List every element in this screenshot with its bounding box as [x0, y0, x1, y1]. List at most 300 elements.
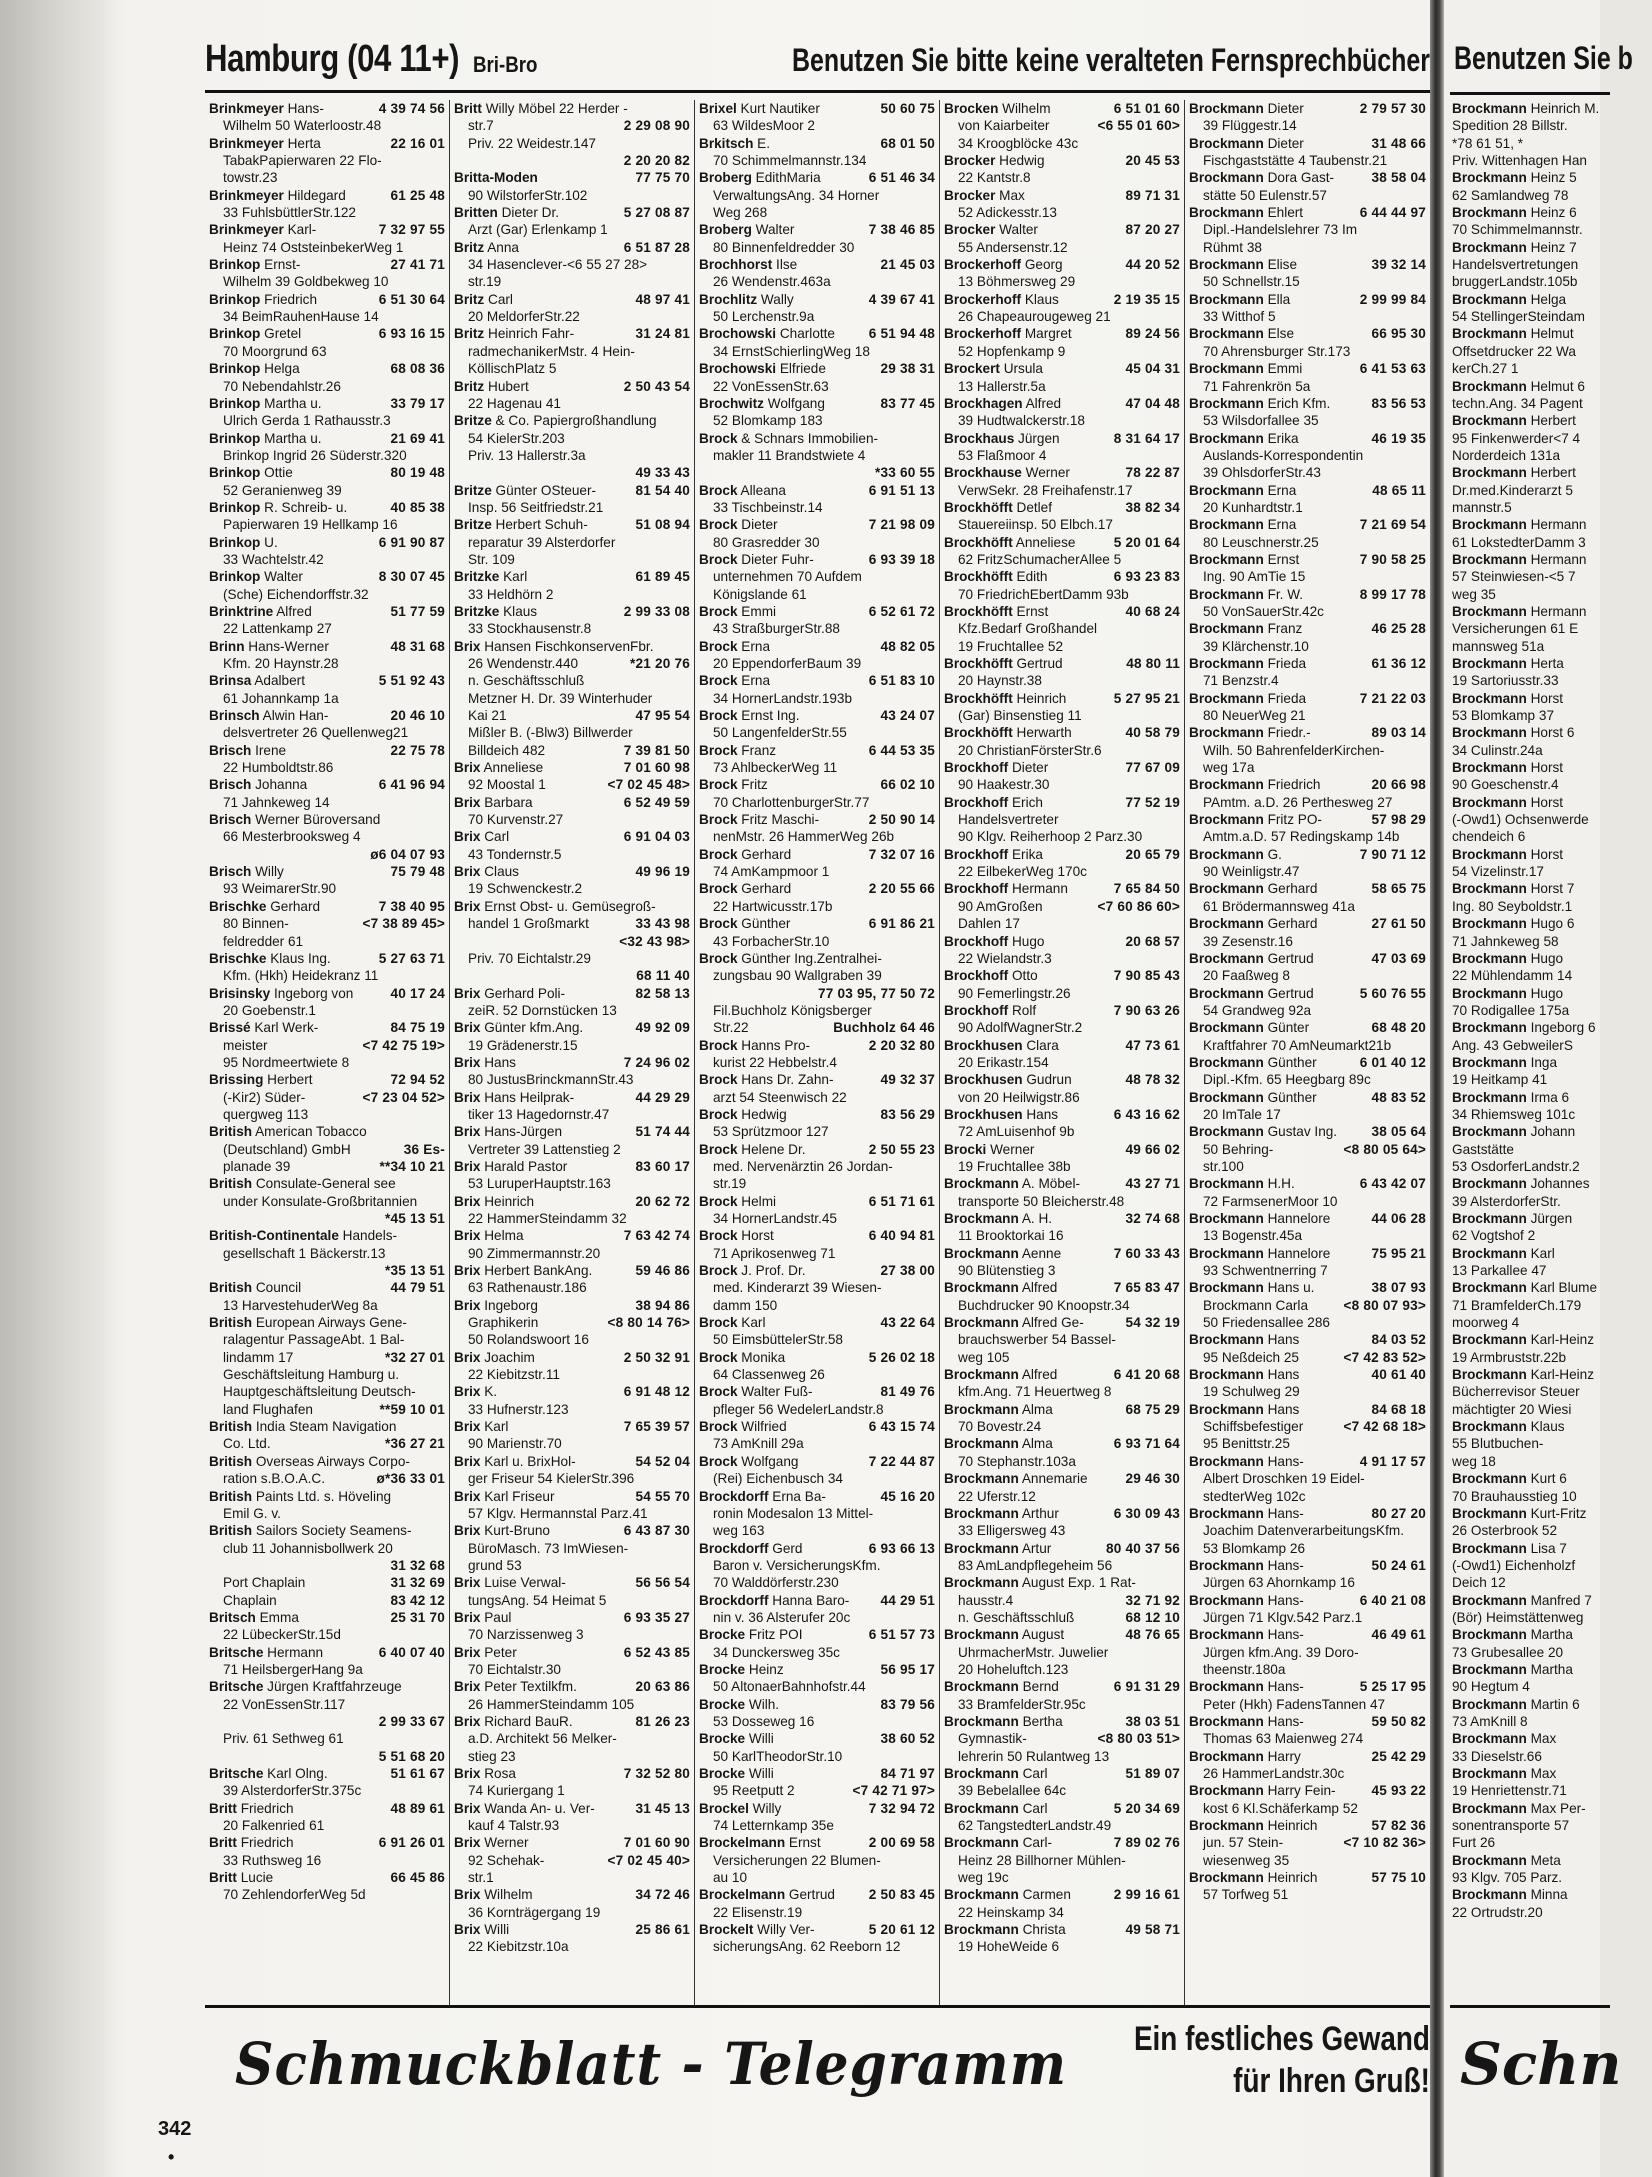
listing-name-line	[209, 776, 445, 793]
listing-detail-line	[454, 1141, 690, 1158]
facing-page-line: 57 Steinwiesen-<5 7	[1452, 569, 1576, 585]
listing-entry	[209, 1279, 445, 1314]
listing-entry	[1189, 586, 1426, 621]
phone-number	[1422, 378, 1426, 395]
listing-detail-line	[1189, 1002, 1426, 1019]
facing-page-line: Brockmann Max	[1452, 1731, 1557, 1747]
phone-number	[931, 1245, 935, 1262]
listing-entry	[454, 568, 690, 603]
listing-entry	[454, 1262, 690, 1297]
listing-name-line	[699, 603, 935, 620]
listing-detail-line	[944, 1730, 1180, 1747]
listing-detail-line	[209, 1852, 445, 1869]
listing-name-line	[209, 1834, 445, 1851]
phone-number	[931, 967, 935, 984]
phone-number: 50 60 75	[880, 101, 935, 116]
listing-text: ger Friseur 54 KielerStr.396	[468, 1471, 635, 1487]
phone-number: 7 63 42 74	[623, 1228, 690, 1244]
listing-detail-line	[1189, 1765, 1426, 1782]
phone-number: 68 11 40	[636, 968, 690, 984]
facing-page-line: Furt 26	[1452, 1835, 1496, 1851]
listing-text: Brix Hans-Jürgen	[454, 1124, 563, 1140]
listing-detail-line	[699, 1852, 935, 1869]
listing-name-line	[1189, 1817, 1426, 1834]
phone-number: 59 50 82	[1371, 1713, 1426, 1729]
listing-text: Fischgaststätte 4 Taubenstr.21	[1203, 153, 1388, 169]
listing-entry	[699, 1227, 935, 1262]
listing-entry	[699, 707, 935, 742]
listing-text: Priv. 70 Eichtalstr.29	[468, 950, 591, 966]
phone-number	[686, 343, 690, 360]
phone-number	[931, 117, 935, 134]
listing-detail-line	[944, 950, 1180, 967]
listing-text: Gymnastik-	[958, 1731, 1027, 1747]
listing-text: Brockert Ursula	[944, 361, 1043, 377]
phone-number	[441, 169, 445, 186]
listing-detail-line	[454, 915, 690, 932]
facing-page-line: Brockmann Horst 7	[1452, 881, 1575, 897]
phone-number	[686, 586, 690, 603]
phone-number: 2 99 33 67	[378, 1713, 445, 1729]
listing-text: 80 Grasredder 30	[713, 534, 820, 550]
phone-number	[686, 1470, 690, 1487]
listing-entry	[209, 1834, 445, 1869]
listing-text: radmechanikerMstr. 4 Hein-	[468, 343, 635, 359]
listing-name-line	[454, 482, 690, 499]
listing-name-line	[944, 690, 1180, 707]
listing-name-line	[944, 759, 1180, 776]
phone-number	[1176, 1418, 1180, 1435]
facing-page-line: Norderdeich 131a	[1452, 447, 1561, 463]
listing-entry	[454, 169, 690, 204]
listing-text: tungsAng. 54 Heimat 5	[468, 1592, 607, 1608]
listing-text: Brockmann Frieda	[1189, 656, 1307, 671]
phone-number	[686, 100, 690, 117]
phone-number: 5 51 68 20	[378, 1748, 445, 1764]
listing-text: 34 Kroogblöcke 43c	[958, 135, 1079, 151]
listing-text: Britt Friedrich	[209, 1800, 294, 1816]
listing-detail-line	[699, 1574, 935, 1591]
listing-detail-line	[209, 933, 445, 950]
facing-page-line: 19 Armbruststr.22b	[1452, 1349, 1567, 1365]
listing-text: Brock Karl	[699, 1315, 766, 1331]
phone-number	[686, 1366, 690, 1383]
listing-entry	[1189, 169, 1426, 204]
phone-number	[1422, 343, 1426, 360]
facing-page-line: Brockmann Hugo 6	[1452, 916, 1575, 932]
phone-number	[686, 1002, 690, 1019]
listing-entry	[699, 516, 935, 551]
phone-number: 38 58 04	[1371, 170, 1426, 186]
listing-name-line	[454, 169, 690, 186]
facing-page-line: 54 Vizelinstr.17	[1452, 864, 1544, 880]
phone-number	[441, 1383, 445, 1400]
listing-text: Brock J. Prof. Dr.	[699, 1263, 806, 1279]
phone-number	[1176, 204, 1180, 221]
listing-text: British India Steam Navigation	[209, 1419, 397, 1435]
listing-entry	[699, 430, 935, 482]
phone-number: 31 32 68	[390, 1557, 445, 1573]
listing-text: 70 Kurvenstr.27	[468, 812, 564, 828]
facing-page-line: 53 OsdorferLandstr.2	[1452, 1158, 1580, 1174]
listing-name-line	[699, 430, 935, 447]
listing-text: 50 KarlTheodorStr.10	[713, 1748, 843, 1764]
phone-number: 38 03 51	[1125, 1713, 1180, 1729]
listing-detail-line	[944, 1782, 1180, 1799]
phone-number	[441, 1331, 445, 1348]
listing-entry	[1189, 430, 1426, 482]
listing-entry	[1189, 1054, 1426, 1089]
listing-text: Brock Wilfried	[699, 1419, 787, 1435]
listing-text: Brockhöfft Herwarth	[944, 725, 1072, 741]
listing-text: 53 Blomkamp 26	[1203, 1540, 1306, 1556]
phone-number: 46 25 28	[1371, 621, 1426, 637]
listing-entry	[944, 1886, 1180, 1921]
facing-page-line: (-Owd1) Eichenholzf	[1452, 1557, 1576, 1573]
listing-text: British European Airways Gene-	[209, 1315, 407, 1331]
listing-name-line	[1189, 1869, 1426, 1886]
listing-entry	[944, 1279, 1180, 1314]
phone-number: 6 91 86 21	[868, 916, 935, 932]
listing-entry	[454, 898, 690, 985]
listing-entry	[454, 1921, 690, 1956]
listing-text: 70 FriedrichEbertDamm 93b	[958, 586, 1129, 602]
listing-column-5	[1185, 100, 1430, 2005]
phone-number: 38 60 52	[880, 1731, 935, 1747]
phone-number: 7 38 40 95	[378, 898, 445, 914]
phone-number	[1176, 1522, 1180, 1539]
listing-text: British Sailors Society Seamens-	[209, 1523, 412, 1539]
facing-page-line: Brockmann Inga	[1452, 1054, 1558, 1070]
phone-number: 51 89 07	[1125, 1766, 1180, 1781]
phone-number	[1422, 1002, 1426, 1019]
listing-detail-line	[454, 1314, 690, 1331]
listing-text: Brkitsch E.	[699, 135, 771, 151]
listing-text: Britsch Emma	[209, 1609, 299, 1625]
listing-name-line	[209, 568, 445, 585]
phone-number: <7 02 45 48>	[607, 777, 690, 793]
phone-number: 72 94 52	[390, 1072, 445, 1088]
listing-text: Brinkop Walter	[209, 569, 303, 585]
listing-text: club 11 Johannisbollwerk 20	[223, 1540, 393, 1556]
listing-entry	[944, 325, 1180, 360]
phone-number	[931, 343, 935, 360]
listing-name-line	[1189, 325, 1426, 342]
listing-entry	[699, 325, 935, 360]
listing-entry	[1189, 1713, 1426, 1748]
header-city-code: Hamburg (04 11+)	[205, 38, 460, 80]
listing-detail-line	[699, 273, 935, 290]
listing-name-line	[944, 1886, 1180, 1903]
listing-detail-line	[1189, 117, 1426, 134]
phone-number	[1176, 707, 1180, 724]
listing-text: au 10	[713, 1870, 748, 1886]
phone-number	[1176, 343, 1180, 360]
listing-name-line	[1189, 291, 1426, 308]
listing-detail-line	[454, 1557, 690, 1574]
page-header	[205, 30, 1430, 93]
listing-name-line	[699, 1262, 935, 1279]
listing-text: Rühmt 38	[1203, 239, 1262, 255]
listing-detail-line	[944, 638, 1180, 655]
facing-page-line: Brockmann Max Per-	[1452, 1800, 1586, 1816]
listing-entry	[699, 135, 935, 170]
listing-text: 33 Hufnerstr.123	[468, 1401, 569, 1417]
listing-entry	[209, 1123, 445, 1175]
listing-name-line	[1189, 1713, 1426, 1730]
listing-entry	[209, 898, 445, 950]
listing-text: 11 Brooktorkai 16	[958, 1228, 1064, 1244]
phone-number	[686, 412, 690, 429]
footer-ad-slogan	[1134, 2018, 1430, 2102]
listing-text: Brockmann Erna	[1189, 517, 1297, 533]
listing-entry	[699, 638, 935, 673]
listing-name-line	[454, 1193, 690, 1210]
listing-text: Brockmann Carl	[944, 1800, 1048, 1816]
phone-number	[931, 430, 935, 447]
phone-number	[1176, 1383, 1180, 1400]
listing-detail-line	[1189, 152, 1426, 169]
listing-text: Brockmann Gustav Ing.	[1189, 1124, 1338, 1140]
listing-entry	[209, 291, 445, 326]
phone-number	[441, 1540, 445, 1557]
listing-text: 62 FritzSchumacherAllee 5	[958, 551, 1122, 567]
listing-text: 74 AmKampmoor 1	[713, 864, 830, 880]
listing-detail-line	[209, 378, 445, 395]
listing-text: 19 Fruchtallee 52	[958, 638, 1064, 654]
listing-text: Brochlitz Wally	[699, 291, 794, 307]
listing-text: str.19	[468, 274, 502, 290]
listing-name-line	[944, 1279, 1180, 1296]
phone-number: 5 60 76 55	[1359, 985, 1426, 1001]
listing-detail-line	[1189, 1262, 1426, 1279]
listing-name-line	[454, 794, 690, 811]
facing-page-line: Bücherrevisor Steuer	[1452, 1384, 1580, 1400]
listing-text: Brock Erna	[699, 638, 771, 654]
phone-number	[686, 1869, 690, 1886]
listing-entry	[454, 1349, 690, 1384]
listing-detail-line	[454, 1071, 690, 1088]
phone-number	[1176, 915, 1180, 932]
phone-number	[1422, 1037, 1426, 1054]
phone-number: *32 27 01	[384, 1349, 445, 1365]
phone-number	[441, 308, 445, 325]
listing-entry	[1189, 655, 1426, 690]
listing-detail-line	[1189, 1661, 1426, 1678]
facing-page-line: Brockmann Herta	[1452, 656, 1564, 671]
listing-entry	[209, 360, 445, 395]
phone-number: 89 03 14	[1371, 725, 1426, 741]
listing-text: 90 Haakestr.30	[958, 777, 1050, 793]
listing-detail-line	[944, 1227, 1180, 1244]
footer-ad-script: Schmuckblatt - Telegramm	[235, 2030, 1068, 2098]
listing-entry	[454, 985, 690, 1020]
listing-entry	[454, 794, 690, 829]
listing-text: Papierwaren 19 Hellkamp 16	[223, 517, 398, 533]
phone-number	[1422, 1488, 1426, 1505]
listing-text: 26 HammerLandstr.30c	[1203, 1766, 1345, 1781]
listing-column-3	[695, 100, 940, 2005]
listing-text: wiesenweg 35	[1203, 1852, 1290, 1868]
phone-number: 47 73 61	[1125, 1037, 1180, 1053]
listing-name-line	[454, 1488, 690, 1505]
facing-page-line: Brockmann Horst 6	[1452, 725, 1575, 741]
listing-text: Brocker Max	[944, 187, 1025, 203]
listing-name-line	[209, 985, 445, 1002]
listing-text: 39 OhlsdorferStr.43	[1203, 465, 1321, 481]
facing-page-line: 26 Osterbrook 52	[1452, 1523, 1558, 1539]
listing-detail-line	[699, 499, 935, 516]
listing-entry	[944, 759, 1180, 794]
listing-text: 39 AlsterdorferStr.375c	[223, 1783, 362, 1799]
listing-entry	[209, 100, 445, 135]
listing-text: Brix Wanda An- u. Ver-	[454, 1800, 595, 1816]
listing-text: Brockmann Ernst	[1189, 551, 1300, 567]
phone-number	[931, 863, 935, 880]
listing-text: 33 BramfelderStr.95c	[958, 1696, 1086, 1712]
phone-number	[1176, 239, 1180, 256]
phone-number	[686, 1071, 690, 1088]
facing-page-line: *78 61 51, *	[1452, 135, 1524, 151]
listing-entry	[1189, 1817, 1426, 1869]
phone-number	[931, 1435, 935, 1452]
listing-entry	[944, 1071, 1180, 1106]
listing-text: sicherungsAng. 62 Reeborn 12	[713, 1939, 901, 1955]
listing-entry	[699, 1540, 935, 1592]
listing-entry	[454, 603, 690, 638]
listing-name-line	[209, 1678, 445, 1695]
phone-number: <7 38 89 45>	[362, 916, 445, 932]
facing-page-line: Brockmann Johannes	[1452, 1176, 1590, 1192]
listing-text: under Konsulate-Großbritannien	[223, 1193, 418, 1209]
listing-detail-line	[944, 1696, 1180, 1713]
phone-number	[1422, 239, 1426, 256]
listing-detail-line	[454, 256, 690, 273]
listing-detail-line	[699, 534, 935, 551]
listing-text: 61 Brödermannsweg 41a	[1203, 898, 1355, 914]
listing-entry	[454, 1765, 690, 1800]
listing-name-line	[944, 291, 1180, 308]
listing-name-line	[699, 1886, 935, 1903]
listing-entry	[1189, 1505, 1426, 1557]
listing-name-line	[944, 187, 1180, 204]
listing-text: Brockmann Carla	[1203, 1297, 1309, 1313]
listing-entry	[209, 1488, 445, 1523]
phone-number: 27 41 71	[390, 257, 445, 273]
listing-detail-line	[699, 1609, 935, 1626]
listing-text: 63 Rathenaustr.186	[468, 1280, 587, 1296]
listing-entry	[944, 1540, 1180, 1575]
listing-text: Versicherungen 22 Blumen-	[713, 1852, 881, 1868]
phone-number: 80 40 37 56	[1105, 1540, 1180, 1556]
listing-text: Brockmann Hans u.	[1189, 1280, 1315, 1296]
facing-page-line: Brockmann Irma 6	[1452, 1089, 1570, 1105]
phone-number	[931, 204, 935, 221]
listing-text: 22 HammerSteindamm 32	[468, 1211, 627, 1226]
listing-name-line	[209, 534, 445, 551]
phone-number: 84 03 52	[1371, 1332, 1426, 1348]
phone-number	[686, 360, 690, 377]
phone-number: <8 80 03 51>	[1097, 1731, 1180, 1747]
listing-text: 52 Blomkamp 183	[713, 413, 823, 429]
listing-entry	[454, 1383, 690, 1418]
listing-detail-line	[454, 776, 690, 793]
listing-text: 66 Mesterbrooksweg 4	[223, 829, 361, 845]
listing-text: 20 ChristianFörsterStr.6	[958, 742, 1102, 758]
listing-detail-line	[209, 586, 445, 603]
listing-detail-line	[699, 1158, 935, 1175]
listing-text: Brockel Willy	[699, 1800, 782, 1816]
listing-detail-line	[454, 187, 690, 204]
phone-number	[931, 690, 935, 707]
phone-number: 89 71 31	[1125, 187, 1180, 203]
listing-name-line	[699, 1730, 935, 1747]
listing-detail-line	[1189, 412, 1426, 429]
listing-name-line	[454, 1123, 690, 1140]
phone-number: 20 66 98	[1371, 777, 1426, 793]
phone-number	[931, 534, 935, 551]
listing-entry	[699, 1886, 935, 1921]
listing-text: Brinkop Martha u.	[209, 395, 322, 411]
listing-text: Britta-Moden	[454, 170, 538, 186]
listing-entry	[1189, 1175, 1426, 1210]
phone-number	[686, 880, 690, 897]
listing-detail-line	[209, 1245, 445, 1262]
listing-entry	[1189, 1279, 1426, 1331]
phone-number: 58 65 75	[1371, 881, 1426, 897]
listing-text: 80 Binnen-	[223, 916, 289, 932]
phone-number: 7 90 58 25	[1359, 551, 1426, 567]
listing-name-line	[454, 1713, 690, 1730]
listing-name-line	[454, 985, 690, 1002]
phone-number	[931, 828, 935, 845]
listing-entry	[699, 1730, 935, 1765]
phone-number	[931, 1748, 935, 1765]
phone-number	[931, 1366, 935, 1383]
phone-number: 6 51 01 60	[1113, 101, 1180, 116]
listing-text: 39 Zesenstr.16	[1203, 933, 1293, 949]
listing-text: ration s.B.O.A.C.	[223, 1471, 325, 1487]
listing-name-line	[209, 707, 445, 724]
phone-number	[441, 1852, 445, 1869]
listing-entry	[944, 534, 1180, 569]
phone-number: 56 95 17	[880, 1661, 935, 1677]
listing-text: 22 Uferstr.12	[958, 1488, 1036, 1504]
phone-number: *33 60 55	[874, 465, 935, 481]
listing-detail-line	[454, 620, 690, 637]
listing-name-line	[1189, 915, 1426, 932]
phone-number	[441, 378, 445, 395]
phone-number	[1422, 638, 1426, 655]
listing-text: 33 Stockhausenstr.8	[468, 621, 592, 637]
phone-number	[686, 724, 690, 741]
listing-text: Brochhorst Ilse	[699, 257, 798, 273]
phone-number	[686, 1279, 690, 1296]
listing-text: Brockhöfft Heinrich	[944, 690, 1067, 706]
phone-number	[931, 1123, 935, 1140]
listing-detail-line	[454, 846, 690, 863]
phone-number	[686, 534, 690, 551]
phone-number: 6 52 49 59	[623, 794, 690, 810]
phone-number	[441, 828, 445, 845]
listing-detail-line	[944, 1592, 1180, 1609]
listing-entry	[1189, 325, 1426, 360]
listing-text: Kfz.Bedarf Großhandel	[958, 621, 1098, 637]
listing-text: 90 AdolfWagnerStr.2	[958, 1020, 1083, 1036]
phone-number: 31 32 69	[390, 1575, 445, 1591]
listing-text: 50 EimsbüttelerStr.58	[713, 1332, 843, 1348]
listing-entry	[1189, 1331, 1426, 1366]
